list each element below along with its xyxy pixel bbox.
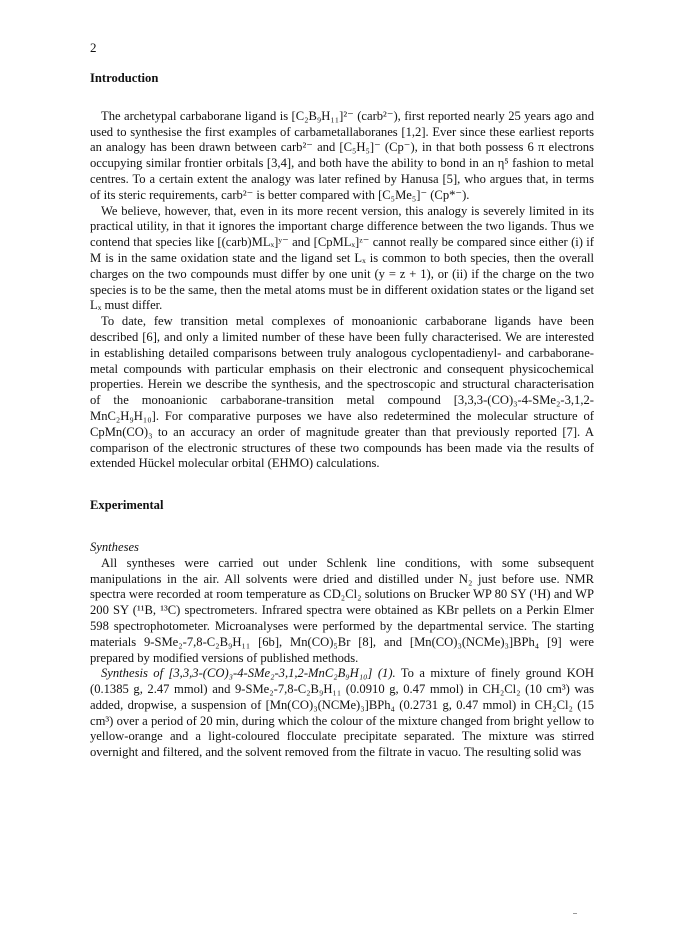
paragraph-intro-1: The archetypal carbaborane ligand is [C₂B₉H₁₁]²⁻ (carb²⁻), first reported nearly 25 years ago and used to synthesise the first examples of carbametallaboranes [1,2]. Ever since these earliest reports an analogy has been drawn between carb²⁻ and [C₅H₅]⁻ (Cp⁻), in that both possess 6 π electrons occupying similar frontier orbitals [3,4], and both have the ability to bond in an η⁵ fashion to metal centres. To a certain extent the analogy was later refined by Hanusa [5], who argues that, in terms of its steric requirements, carb²⁻ is better compared with [C₅Me₅]⁻ (Cp*⁻). (90, 108, 594, 202)
scan-mark (573, 913, 577, 914)
paragraph-experimental-2 (90, 666, 594, 761)
paragraph-experimental-1: All syntheses were carried out under Schlenk line conditions, with some subsequent manipulations in the air. All solvents were dried and distilled under N₂ just before use. NMR spectra were recorded at room temperature as CD₂Cl₂ solutions on Brucker WP 80 SY (¹H) and WP 200 SY (¹¹B, ¹³C) spectrometers. Infrared spectra were obtained as KBr pellets on a Perkin Elmer 598 spectrophotometer. Microanalyses were performed by the departmental service. The starting materials 9-SMe₂-7,8-C₂B₉H₁₁ [6b], Mn(CO)₅Br [8], and [Mn(CO)₃(NCMe)₃]BPh₄ [9] were prepared by modified versions of published methods. (90, 555, 594, 665)
paragraph-experimental-2-text: To a mixture of finely ground KOH (0.1385 g, 2.47 mmol) and 9-SMe₂-7,8-C₂B₉H₁₁ (0.0910 g, 0.47 mmol) in CH₂Cl₂ (10 cm³) was added, dropwise, a suspension of [Mn(CO)₃(NCMe)₃]BPh₄ (0.2731 g, 0.47 mmol) in CH₂Cl₂ (15 cm³) over a period of 20 min, during which the colour of the mixture changed from bright yellow to yellow-orange and a light-coloured flocculate precipitate separated. The mixture was stirred overnight and filtered, and the solvent removed from the filtrate in vacuo. The resulting solid was (90, 666, 594, 760)
paragraph-intro-3: To date, few transition metal complexes of monoanionic carbaborane ligands have been described [6], and only a limited number of these have been fully characterised. We are interested in establishing detailed comparisons between truly analogous cyclopentadienyl- and carbaborane-metal compounds with particular emphasis on their electronic and consequent physicochemical properties. Herein we describe the synthesis, and the spectroscopic and structural characterisation of the monoanionic carbaborane-transition metal compound [3,3,3-(CO)₃-4-SMe₂-3,1,2-MnC₂H₉H₁₀]. For comparative purposes we have also redetermined the molecular structure of CpMn(CO)₃ to an accuracy an order of magnitude greater than that previously reported [7]. A comparison of the electronic structures of these two compounds has been made via the results of extended Hückel molecular orbital (EHMO) calculations. (90, 314, 594, 471)
body-text (90, 71, 594, 761)
run-in-heading: Synthesis of [3,3,3-(CO)₃-4-SMe₂-3,1,2-MnC₂B₉H₁₀] (1). (101, 666, 396, 681)
subsection-heading-syntheses: Syntheses (90, 539, 139, 554)
section-heading-introduction: Introduction (90, 71, 159, 85)
paragraph-intro-2: We believe, however, that, even in its more recent version, this analogy is severely limited in its practical utility, in that it ignores the important charge difference between the two ligands. Thus we contend that species like [(carb)MLₓ]ʸ⁻ and [CpMLₓ]ᶻ⁻ cannot really be compared since either (i) if M is in the same oxidation state and the ligand set Lₓ is common to both species, then the overall charges on the two compounds must differ by one unit (y = z + 1), or (ii) if the charge on the two species is to be the same, then the metal atoms must be in different oxidation states or the ligand set Lₓ must differ. (90, 203, 594, 313)
section-heading-experimental: Experimental (90, 498, 164, 513)
page-number: 2 (90, 40, 97, 55)
